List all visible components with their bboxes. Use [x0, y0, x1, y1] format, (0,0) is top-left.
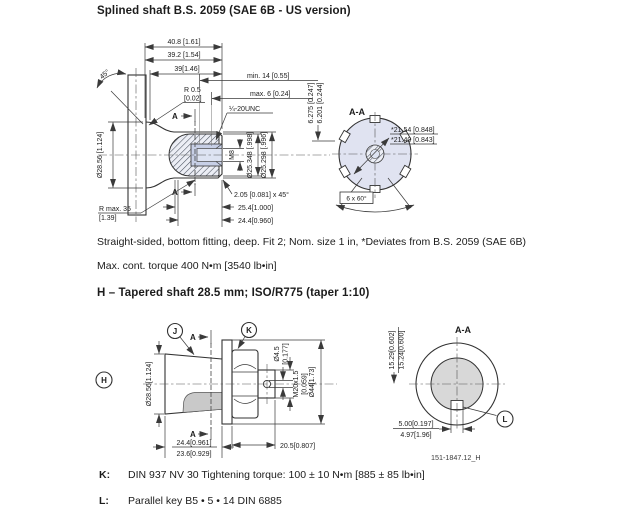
note-k	[99, 469, 425, 481]
keyway-slot	[183, 393, 222, 413]
center-hole-bore	[371, 150, 380, 159]
dim-r05-line1: R 0.5	[184, 87, 201, 94]
note-l-text: Parallel key B5 • 5 • 14 DIN 6885	[128, 495, 282, 507]
dim-25-4: 25.4[1.000]	[238, 205, 274, 212]
section-view-aa	[389, 325, 513, 439]
section-label-a-bottom: A	[190, 430, 196, 439]
dim-r05-line2: [0.02]	[184, 95, 202, 103]
dim-unc-label: ¼-20UNC	[229, 106, 261, 113]
dim-dia-2856: Ø28.56 [1.124]	[97, 131, 104, 179]
dim-6275: 6.275 [0.247]	[308, 82, 315, 124]
dim-m8: M8	[229, 150, 236, 160]
dim-39: 39[1.46]	[174, 66, 200, 73]
dim-497: 4.97[1.96]	[400, 432, 432, 439]
dim-overall-lengths	[145, 39, 222, 129]
tapered-shaft-drawing	[85, 312, 525, 467]
section-view-aa	[332, 107, 438, 212]
dim-m20-inch: [0.059]	[301, 373, 309, 395]
dim-m20: M20x1.5	[293, 370, 300, 398]
dim-tooth-height	[308, 83, 335, 141]
section-label-a-top: A	[190, 333, 196, 342]
dim-chamfer	[223, 180, 289, 199]
section-plane-a	[190, 330, 211, 440]
callout-j-label: J	[172, 327, 178, 336]
dim-pin-hole	[269, 343, 293, 400]
dim-min-14: min. 14 [0.55]	[247, 73, 290, 80]
dim-6201: 6.201 [0.244]	[317, 82, 324, 124]
dim-od-2140: *21.40 [0.843]	[391, 137, 435, 144]
shaft-flange	[222, 340, 232, 424]
dim-24-4: 24.4[0.961]	[176, 440, 212, 447]
section-aa-title: A-A	[455, 325, 471, 335]
dim-dia-44: Ø44[1.73]	[309, 366, 316, 398]
dim-45-label: 45°	[98, 68, 112, 81]
description-line-2: Max. cont. torque 400 N•m [3540 lb•in]	[97, 260, 277, 272]
dim-max-6: max. 6 [0.24]	[250, 91, 291, 98]
section-label-a-top: A	[172, 112, 178, 121]
section-title-splined-shaft: Splined shaft B.S. 2059 (SAE 6B - US version)	[97, 5, 351, 17]
callout-l-label: L	[502, 415, 508, 424]
callout-k-label: K	[246, 326, 252, 335]
dim-dia-45: Ø4.5	[274, 346, 281, 362]
splined-shaft-drawing	[92, 28, 472, 233]
dim-stud-length	[232, 400, 315, 450]
callout-h	[96, 372, 112, 388]
dim-rmax-line2: [1.39]	[99, 215, 117, 222]
dim-500: 5.00[0.197]	[398, 421, 434, 428]
dim-6x60: 6 x 60°	[346, 195, 367, 203]
dim-rmax-line1: R max. 35	[99, 206, 131, 213]
dim-40-8: 40.8 [1.61]	[167, 39, 201, 46]
callout-k	[238, 323, 257, 349]
section-aa-title: A-A	[349, 107, 365, 117]
section-title-tapered-shaft: H – Tapered shaft 28.5 mm; ISO/R775 (taper 1:10)	[97, 287, 370, 299]
description-line-1: Straight-sided, bottom fitting, deep. Fit 2; Nom. size 1 in, *Deviates from B.S. 2059 (SAE 6B)	[97, 236, 526, 248]
motor-face-plate	[128, 75, 146, 215]
dim-39-2: 39.2 [1.54]	[167, 52, 201, 59]
note-k-label: K:	[99, 469, 111, 481]
dim-dia-25298: Ø25.298 [.996]	[261, 131, 268, 179]
dim-chamfer-label: 2.05 [0.081] x 45°	[234, 192, 289, 199]
callout-h-label: H	[101, 376, 107, 385]
dim-dia-2856: Ø28.56[1.124]	[146, 361, 153, 407]
dim-spline-lengths	[163, 180, 273, 227]
dim-20-5: 20.5[0.807]	[280, 443, 316, 450]
dim-od-2154: *21.54 [0.848]	[391, 127, 435, 134]
note-l	[99, 495, 282, 507]
dim-1524: 15.24[0.600]	[398, 330, 406, 370]
dim-24-4: 24.4[0.960]	[238, 218, 274, 225]
note-l-label: L:	[99, 495, 109, 507]
note-k-text: DIN 937 NV 30 Tightening torque: 100 ± 10 N•m [885 ± 85 lb•in]	[128, 469, 425, 481]
dim-dia-25348: Ø25.348 [.998]	[247, 131, 254, 179]
drawing-number: 151-1847.12_H	[431, 453, 481, 462]
section-label-a-bottom: A	[172, 188, 178, 197]
dim-dia-45-inch: [0.177]	[282, 343, 290, 365]
dim-1529: 15.29[0.602]	[389, 330, 396, 370]
dim-23-6: 23.6[0.929]	[176, 451, 212, 458]
